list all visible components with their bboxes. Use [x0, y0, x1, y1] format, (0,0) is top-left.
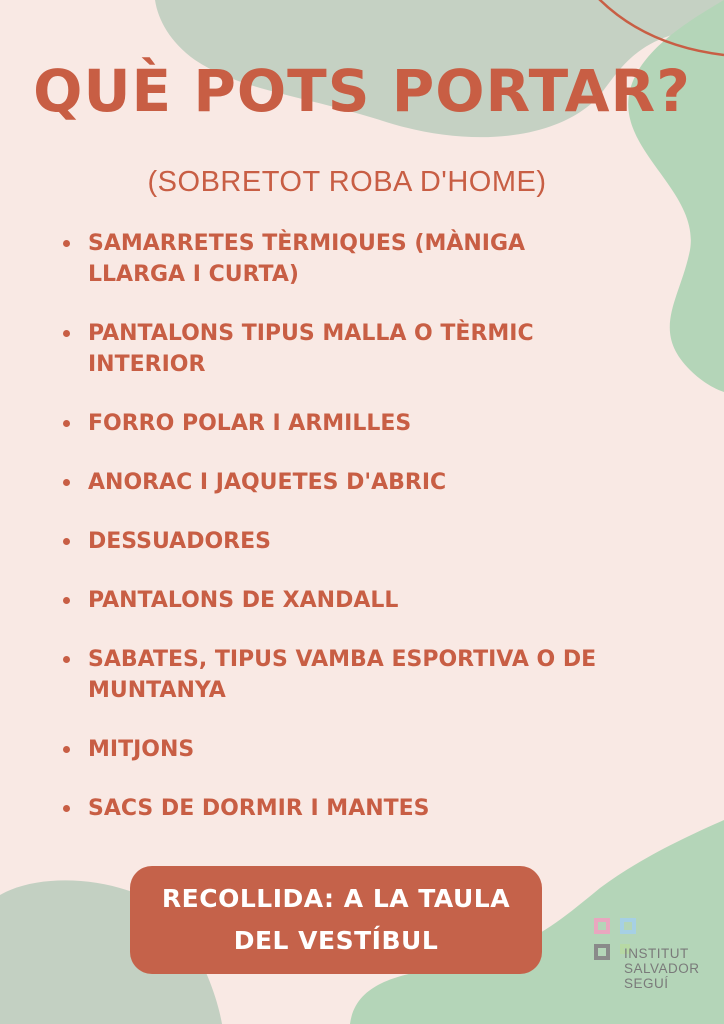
bullet-icon — [63, 330, 70, 337]
item-text: DESSUADORES — [88, 529, 271, 554]
item-text: PANTALONS TIPUS MALLA O TÈRMIC — [88, 321, 534, 346]
bullet-icon — [63, 597, 70, 604]
list-item — [60, 228, 700, 290]
list-item — [60, 585, 700, 616]
bullet-icon — [63, 746, 70, 753]
list-item — [60, 526, 700, 557]
item-text: SABATES, TIPUS VAMBA ESPORTIVA O DE — [88, 647, 597, 672]
bullet-icon — [63, 420, 70, 427]
item-text: FORRO POLAR I ARMILLES — [88, 411, 412, 436]
list-item — [60, 793, 700, 824]
logo-line-1: INSTITUT — [624, 946, 689, 961]
list-item — [60, 408, 700, 439]
item-text-continued: INTERIOR — [88, 352, 206, 377]
bullet-icon — [63, 656, 70, 663]
bullet-icon — [63, 479, 70, 486]
list-item — [60, 467, 700, 498]
bullet-icon — [63, 538, 70, 545]
items-list — [60, 228, 700, 852]
collection-banner — [130, 866, 542, 974]
item-text: PANTALONS DE XANDALL — [88, 588, 399, 613]
list-item — [60, 318, 700, 380]
page-subtitle: (SOBRETOT ROBA D'HOME) — [147, 166, 547, 198]
institute-logo — [594, 918, 718, 994]
logo-line-3: SEGUÍ — [624, 976, 669, 991]
bullet-icon — [63, 240, 70, 247]
page-title: QUÈ POTS PORTAR? — [33, 57, 691, 125]
item-text: ANORAC I JAQUETES D'ABRIC — [88, 470, 447, 495]
list-item — [60, 734, 700, 765]
item-text: SACS DE DORMIR I MANTES — [88, 796, 430, 821]
item-text: SAMARRETES TÈRMIQUES (MÀNIGA — [88, 231, 526, 256]
logo-text — [624, 946, 724, 991]
logo-line-2: SALVADOR — [624, 961, 700, 976]
list-item — [60, 644, 700, 706]
item-text-continued: LLARGA I CURTA) — [88, 262, 299, 287]
bullet-icon — [63, 805, 70, 812]
item-text-continued: MUNTANYA — [88, 678, 226, 703]
collection-line-1: RECOLLIDA: A LA TAULA — [161, 884, 511, 913]
collection-line-2: DEL VESTÍBUL — [233, 926, 439, 955]
item-text: MITJONS — [88, 737, 195, 762]
